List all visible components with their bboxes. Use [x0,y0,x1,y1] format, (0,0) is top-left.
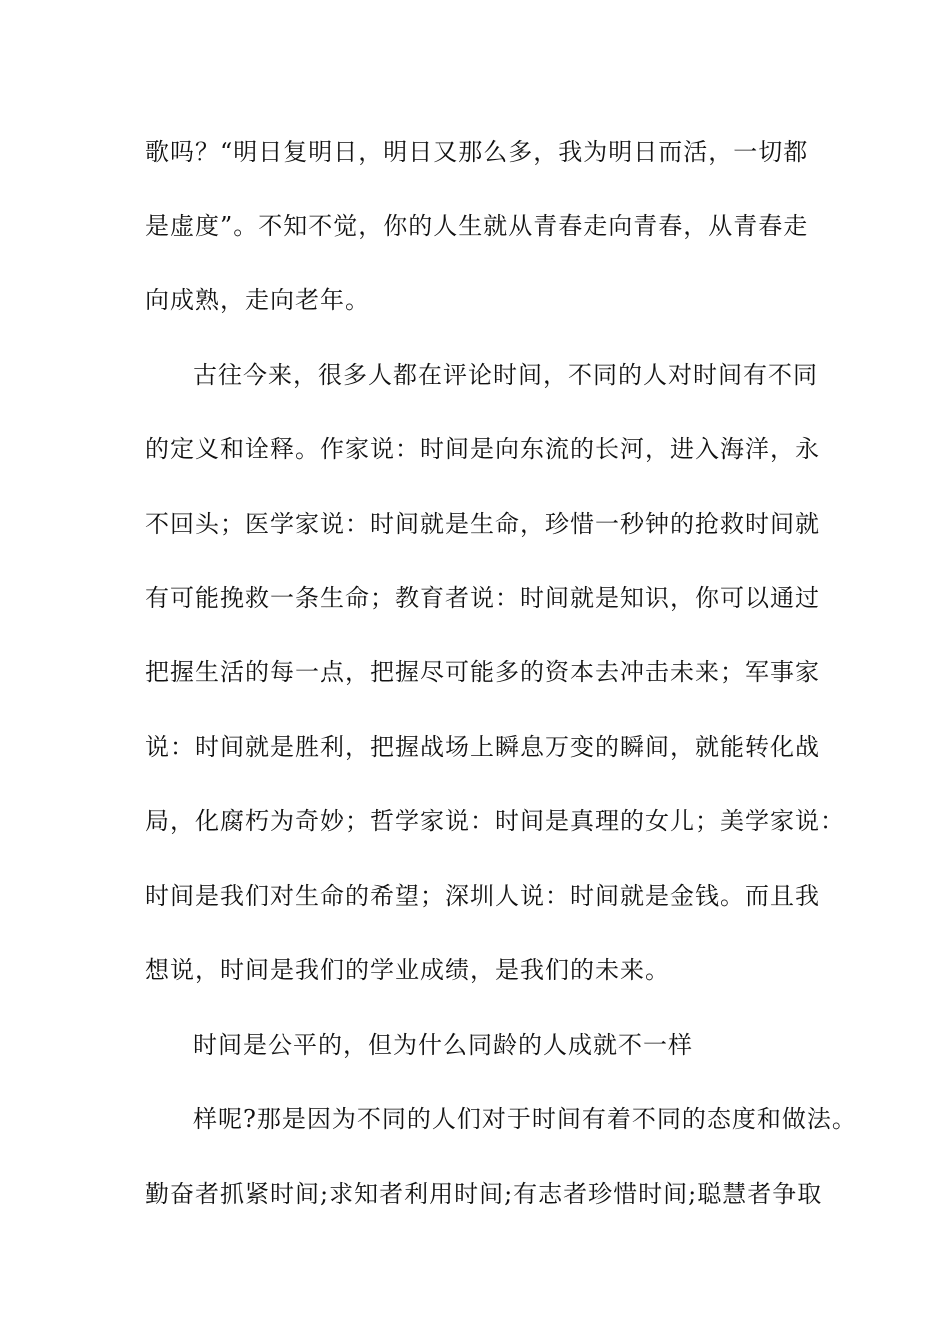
paragraph-first-line: 样呢?那是因为不同的人们对于时间有着不同的态度和做法。 [193,1105,857,1133]
text-line: 不回头；医学家说：时间就是生命，珍惜一秒钟的抢救时间就 [145,510,820,538]
text-line: 是虚度”。不知不觉，你的人生就从青春走向青春，从青春走 [145,212,809,240]
text-line: 的定义和诠释。作家说：时间是向东流的长河，进入海洋，永 [145,435,820,463]
paragraph-first-line: 古往今来，很多人都在评论时间，不同的人对时间有不同 [193,361,818,389]
text-line: 说：时间就是胜利，把握战场上瞬息万变的瞬间，就能转化战 [145,733,820,761]
text-line: 局，化腐朽为奇妙；哲学家说：时间是真理的女儿；美学家说： [145,807,845,835]
text-line: 把握生活的每一点，把握尽可能多的资本去冲击未来；军事家 [145,658,820,686]
text-line: 想说，时间是我们的学业成绩，是我们的未来。 [145,956,670,984]
text-line: 时间是我们对生命的希望；深圳人说：时间就是金钱。而且我 [145,882,820,910]
paragraph-first-line: 时间是公平的，但为什么同龄的人成就不一样 [193,1031,693,1059]
text-line: 向成熟，走向老年。 [145,286,370,314]
text-line: 有可能挽救一条生命；教育者说：时间就是知识，你可以通过 [145,584,820,612]
text-line: 歌吗？“明日复明日，明日又那么多，我为明日而活，一切都 [145,138,809,166]
text-line: 勤奋者抓紧时间;求知者利用时间;有志者珍惜时间;聪慧者争取 [145,1180,823,1208]
